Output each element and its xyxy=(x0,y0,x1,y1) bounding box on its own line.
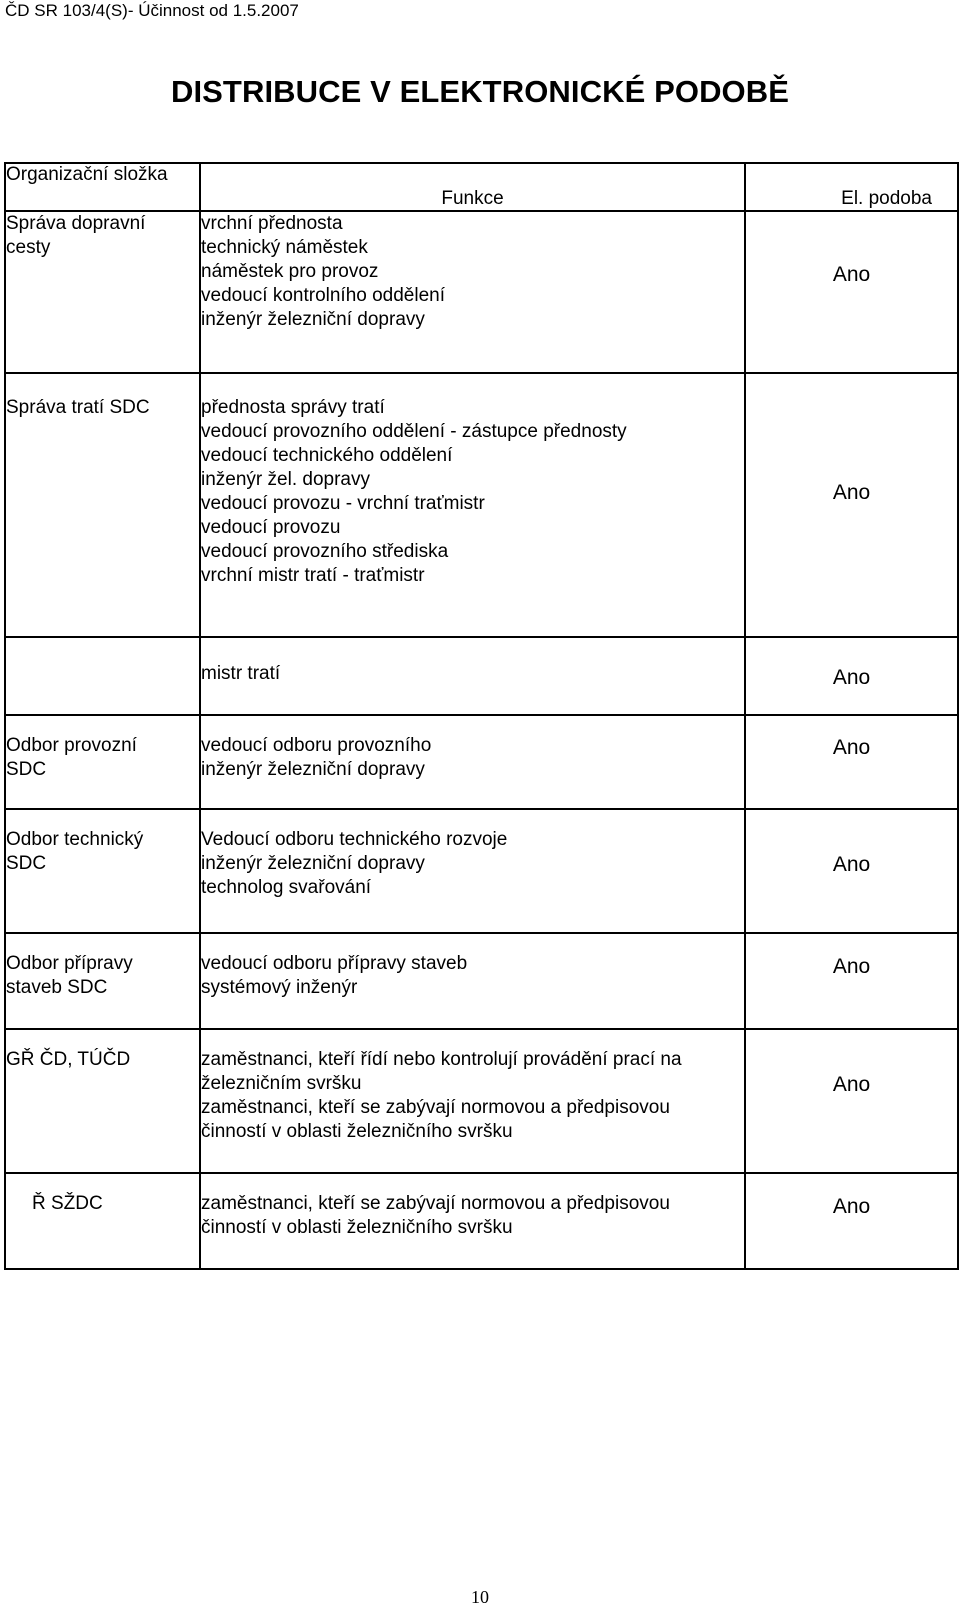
el-form-value: Ano xyxy=(832,736,871,759)
function-line: vedoucí kontrolního oddělení xyxy=(201,285,446,306)
function-line: vrchní přednosta xyxy=(201,213,343,234)
org-cell xyxy=(5,715,200,809)
function-line: vedoucí provozu - vrchní traťmistr xyxy=(201,493,485,514)
org-cell xyxy=(5,637,200,715)
function-line: vedoucí technického oddělení xyxy=(201,445,453,466)
function-cell xyxy=(200,715,745,809)
org-line: Správa dopravní xyxy=(6,213,146,234)
org-line: SDC xyxy=(6,759,47,780)
function-line: činností v oblasti železničního svršku xyxy=(201,1217,513,1238)
function-line: zaměstnanci, kteří řídí nebo kontrolují provádění prací na xyxy=(201,1049,682,1070)
function-cell xyxy=(200,1173,745,1269)
function-cell xyxy=(200,1029,745,1173)
org-line: Odbor technický xyxy=(6,829,144,850)
document-header: ČD SR 103/4(S)- Účinnost od 1.5.2007 xyxy=(5,1,299,20)
function-line: náměstek pro provoz xyxy=(201,261,379,282)
org-line: Odbor provozní xyxy=(6,735,137,756)
function-line: zaměstnanci, kteří se zabývají normovou a předpisovou xyxy=(201,1193,670,1214)
function-line: vedoucí provozního střediska xyxy=(201,541,449,562)
function-cell xyxy=(200,211,745,373)
function-line: inženýr železniční dopravy xyxy=(201,853,425,874)
function-cell xyxy=(200,373,745,637)
el-form-value: Ano xyxy=(832,853,871,876)
function-line: inženýr žel. dopravy xyxy=(201,469,370,490)
page-title: DISTRIBUCE V ELEKTRONICKÉ PODOBĚ xyxy=(170,74,790,109)
org-cell xyxy=(5,1029,200,1173)
function-line: činností v oblasti železničního svršku xyxy=(201,1121,513,1142)
org-cell xyxy=(5,809,200,933)
function-line: inženýr železniční dopravy xyxy=(201,309,425,330)
column-header-org: Organizační složka xyxy=(5,163,200,211)
el-form-cell xyxy=(745,211,958,373)
function-line: vedoucí provozu xyxy=(201,517,341,538)
page-number: 10 xyxy=(471,1587,489,1607)
org-line: Správa tratí SDC xyxy=(6,397,150,418)
function-line: Vedoucí odboru technického rozvoje xyxy=(201,829,508,850)
table-row xyxy=(5,1173,958,1269)
org-line: Ř SŽDC xyxy=(32,1193,103,1214)
function-line: přednosta správy tratí xyxy=(201,397,385,418)
table-row xyxy=(5,933,958,1029)
function-line: inženýr železniční dopravy xyxy=(201,759,425,780)
function-line: vedoucí provozního oddělení - zástupce přednosty xyxy=(201,421,627,442)
org-cell xyxy=(5,373,200,637)
el-form-value: Ano xyxy=(832,1073,871,1096)
org-line: staveb SDC xyxy=(6,977,108,998)
table-row xyxy=(5,211,958,373)
el-form-cell xyxy=(745,637,958,715)
el-form-cell xyxy=(745,373,958,637)
table-row xyxy=(5,715,958,809)
function-line: vedoucí odboru provozního xyxy=(201,735,432,756)
function-line: mistr tratí xyxy=(201,663,281,684)
function-cell xyxy=(200,809,745,933)
column-header-el-form: El. podoba xyxy=(745,163,958,211)
el-form-value: Ano xyxy=(832,481,871,504)
el-form-value: Ano xyxy=(832,1195,871,1218)
org-line: GŘ ČD, TÚČD xyxy=(6,1049,131,1070)
el-form-value: Ano xyxy=(832,666,871,689)
el-form-value: Ano xyxy=(832,263,871,286)
org-line: Odbor přípravy xyxy=(6,953,133,974)
function-line: technolog svařování xyxy=(201,877,372,898)
function-line: vrchní mistr tratí - traťmistr xyxy=(201,565,425,586)
el-form-cell xyxy=(745,1029,958,1173)
table-row xyxy=(5,809,958,933)
column-header-function: Funkce xyxy=(200,163,745,211)
org-cell xyxy=(5,933,200,1029)
el-form-cell xyxy=(745,809,958,933)
org-cell xyxy=(5,211,200,373)
distribution-table xyxy=(4,162,959,1270)
function-cell xyxy=(200,933,745,1029)
table-row xyxy=(5,1029,958,1173)
table-header-row xyxy=(5,163,958,211)
function-line: systémový inženýr xyxy=(201,977,358,998)
org-line: cesty xyxy=(6,237,51,258)
org-cell xyxy=(5,1173,200,1269)
el-form-cell xyxy=(745,933,958,1029)
el-form-cell xyxy=(745,1173,958,1269)
org-line: SDC xyxy=(6,853,47,874)
function-line: železničním svršku xyxy=(201,1073,362,1094)
el-form-cell xyxy=(745,715,958,809)
table-row xyxy=(5,637,958,715)
function-line: technický náměstek xyxy=(201,237,368,258)
function-cell xyxy=(200,637,745,715)
el-form-value: Ano xyxy=(832,955,871,978)
function-line: vedoucí odboru přípravy staveb xyxy=(201,953,468,974)
function-line: zaměstnanci, kteří se zabývají normovou a předpisovou xyxy=(201,1097,670,1118)
table-row xyxy=(5,373,958,637)
